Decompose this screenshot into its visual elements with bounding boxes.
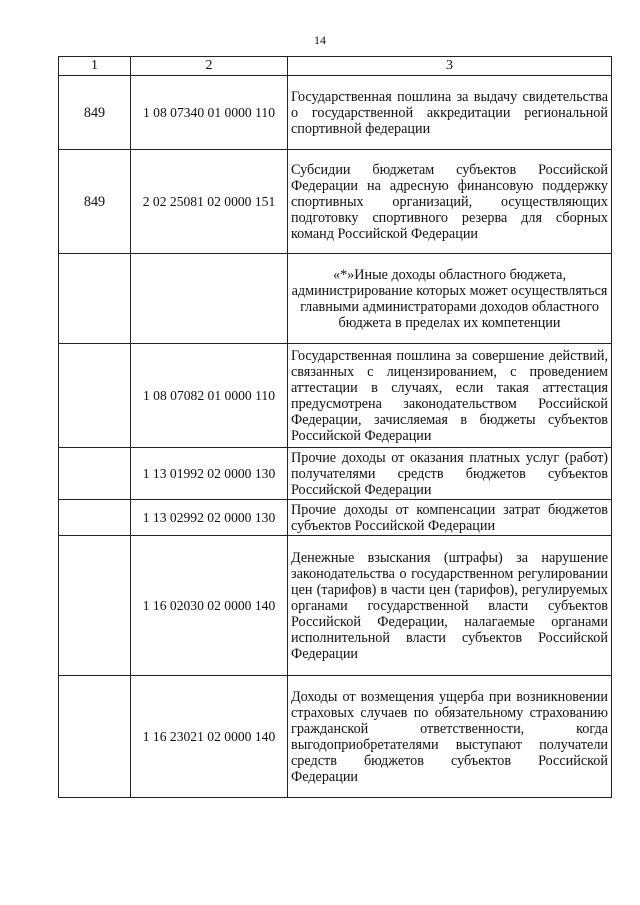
column-header-description: 3 [288, 57, 612, 76]
table-row [59, 536, 612, 676]
description-cell: Прочие доходы от оказания платных услуг (работ) получателями средств бюджетов субъектов Российской Федерации [288, 448, 612, 500]
admin-code-cell: 849 [59, 76, 131, 150]
table-row [59, 76, 612, 150]
revenue-code-cell [131, 254, 288, 344]
table-row [59, 500, 612, 536]
revenue-code-cell: 1 08 07082 01 0000 110 [131, 344, 288, 448]
table-header-row [59, 57, 612, 76]
admin-code-cell [59, 536, 131, 676]
column-header-code: 2 [131, 57, 288, 76]
revenue-code-cell: 1 16 23021 02 0000 140 [131, 676, 288, 798]
admin-code-cell [59, 254, 131, 344]
revenue-code-cell: 1 13 01992 02 0000 130 [131, 448, 288, 500]
revenue-code-cell: 1 08 07340 01 0000 110 [131, 76, 288, 150]
revenue-code-cell: 1 16 02030 02 0000 140 [131, 536, 288, 676]
table-row-section-heading [59, 254, 612, 344]
table-row [59, 344, 612, 448]
description-cell: Доходы от возмещения ущерба при возникновении страховых случаев по обязательному страхованию гражданской ответственности, когда выгодоприобретателями выступают получатели средств бюджетов субъектов Российской Федерации [288, 676, 612, 798]
table-row [59, 150, 612, 254]
revenue-code-cell: 1 13 02992 02 0000 130 [131, 500, 288, 536]
section-heading-cell: «*»Иные доходы областного бюджета, администрирование которых может осуществляться главными администраторами доходов областного бюджета в пределах их компетенции [288, 254, 612, 344]
description-cell: Государственная пошлина за выдачу свидетельства о государственной аккредитации региональной спортивной федерации [288, 76, 612, 150]
description-cell: Государственная пошлина за совершение действий, связанных с лицензированием, с проведением аттестации в случаях, если такая аттестация предусмотрена законодательством Российской Федерации, зачисляемая в бюджеты субъектов Российской Федерации [288, 344, 612, 448]
admin-code-cell [59, 344, 131, 448]
revenue-codes-table [58, 56, 612, 798]
table-row [59, 448, 612, 500]
table-row [59, 676, 612, 798]
page-number: 14 [314, 33, 326, 47]
description-cell: Субсидии бюджетам субъектов Российской Федерации на адресную финансовую поддержку спортивных организаций, осуществляющих подготовку спортивного резерва для сборных команд Российской Федерации [288, 150, 612, 254]
admin-code-cell [59, 500, 131, 536]
description-cell: Денежные взыскания (штрафы) за нарушение законодательства о государственном регулировании цен (тарифов) в части цен (тарифов), регулируемых органами государственной власти субъектов Российской Федерации, налагаемые органами исполнительной власти субъектов Российской Федерации [288, 536, 612, 676]
admin-code-cell: 849 [59, 150, 131, 254]
description-cell: Прочие доходы от компенсации затрат бюджетов субъектов Российской Федерации [288, 500, 612, 536]
admin-code-cell [59, 448, 131, 500]
admin-code-cell [59, 676, 131, 798]
revenue-code-cell: 2 02 25081 02 0000 151 [131, 150, 288, 254]
column-header-admin: 1 [59, 57, 131, 76]
